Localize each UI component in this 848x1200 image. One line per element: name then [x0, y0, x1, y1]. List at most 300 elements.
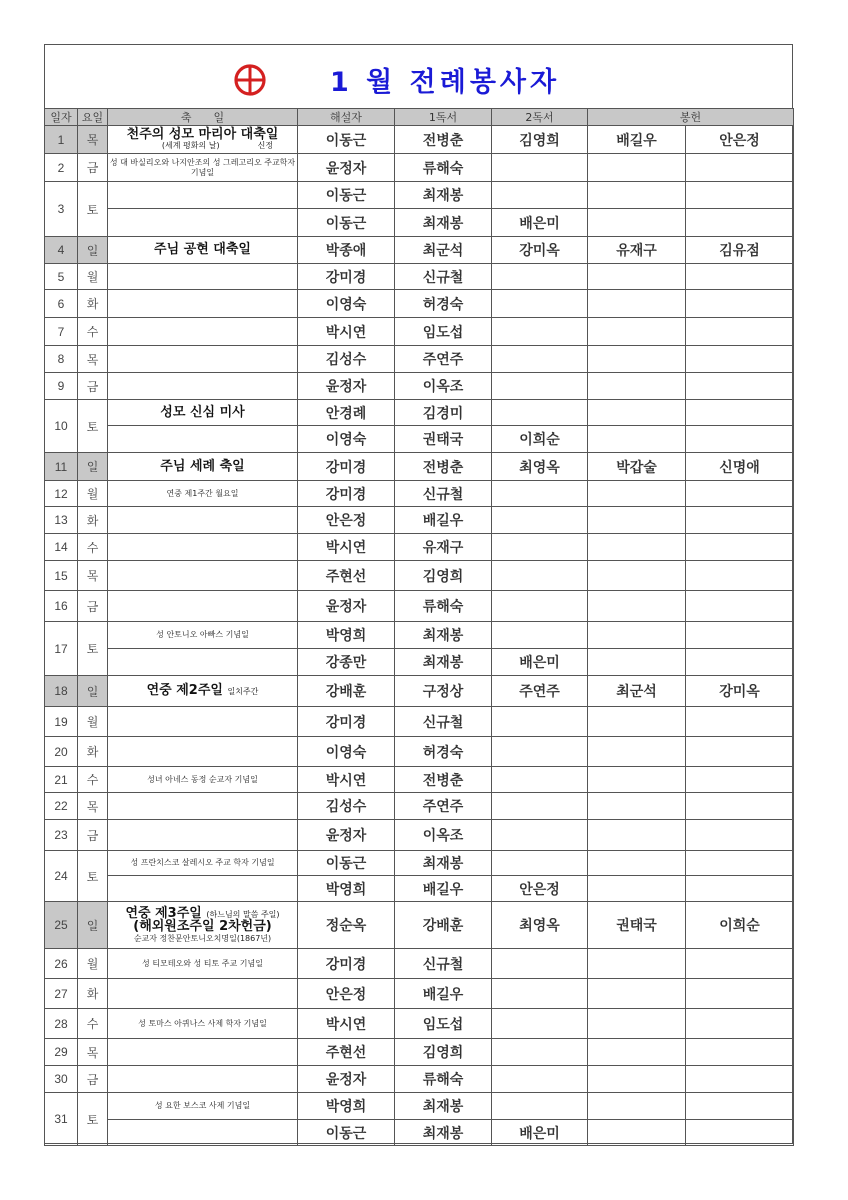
day-cell: 3 [45, 182, 78, 237]
feast-note: 성 토마스 아퀴나스 사제 학자 기념일 [138, 1018, 267, 1028]
table-row [45, 507, 794, 534]
reader2-cell: 배은미 [492, 1120, 588, 1146]
offertory1-cell [588, 767, 686, 793]
feast-cell [108, 767, 298, 793]
reader1-cell: 임도섭 [395, 1009, 492, 1039]
day-cell: 19 [45, 707, 78, 737]
commentator-cell: 윤정자 [298, 591, 395, 622]
weekday-cell: 금 [78, 591, 108, 622]
feast-cell [108, 209, 298, 237]
reader1-cell: 전병춘 [395, 453, 492, 481]
table-row [45, 622, 794, 649]
header-row [45, 109, 794, 126]
feast-cell [108, 1093, 298, 1120]
commentator-cell: 이동근 [298, 126, 395, 154]
feast-cell [108, 707, 298, 737]
feast-cell [108, 737, 298, 767]
weekday-cell: 목 [78, 793, 108, 820]
commentator-cell: 강배훈 [298, 676, 395, 707]
offertory1-cell [588, 876, 686, 902]
day-cell: 7 [45, 318, 78, 346]
feast-subtitle: (하느님의 말씀 주일) [206, 909, 280, 919]
col-feast: 축 일 [108, 109, 298, 126]
offertory2-cell: 강미옥 [686, 676, 794, 707]
feast-note: 성 안토니오 아빠스 기념일 [156, 630, 249, 640]
weekday-cell: 수 [78, 318, 108, 346]
commentator-cell: 박영희 [298, 876, 395, 902]
reader2-cell [492, 318, 588, 346]
weekday-cell: 화 [78, 737, 108, 767]
day-cell: 8 [45, 346, 78, 373]
offertory1-cell [588, 1066, 686, 1093]
reader2-cell [492, 561, 588, 591]
feast-memorial: 순교자 정찬문안토니오치명일(1867년) [133, 934, 272, 944]
reader1-cell: 배길우 [395, 979, 492, 1009]
feast-cell [108, 154, 298, 182]
reader1-cell: 전병춘 [395, 767, 492, 793]
commentator-cell: 강미경 [298, 453, 395, 481]
day-cell: 18 [45, 676, 78, 707]
reader1-cell: 주연주 [395, 793, 492, 820]
reader2-cell [492, 767, 588, 793]
offertory1-cell: 박갑술 [588, 453, 686, 481]
offertory1-cell [588, 737, 686, 767]
feast-cell [108, 237, 298, 264]
offertory1-cell [588, 209, 686, 237]
feast-cell [108, 1039, 298, 1066]
day-cell: 21 [45, 767, 78, 793]
offertory2-cell [686, 209, 794, 237]
day-cell: 13 [45, 507, 78, 534]
weekday-cell: 일 [78, 453, 108, 481]
weekday-cell: 일 [78, 676, 108, 707]
commentator-cell: 강미경 [298, 481, 395, 507]
schedule-table [44, 108, 794, 1146]
reader2-cell [492, 1093, 588, 1120]
table-row [45, 209, 794, 237]
table-row [45, 851, 794, 876]
offertory2-cell [686, 793, 794, 820]
day-cell: 26 [45, 949, 78, 979]
feast-cell [108, 534, 298, 561]
offertory1-cell [588, 400, 686, 426]
commentator-cell: 이동근 [298, 1120, 395, 1146]
reader1-cell: 최군석 [395, 237, 492, 264]
day-cell: 29 [45, 1039, 78, 1066]
weekday-cell: 일 [78, 237, 108, 264]
reader1-cell: 최재봉 [395, 1120, 492, 1146]
day-cell: 14 [45, 534, 78, 561]
weekday-cell: 금 [78, 373, 108, 400]
feast-cell [108, 591, 298, 622]
reader1-cell: 류해숙 [395, 1066, 492, 1093]
commentator-cell: 정순옥 [298, 902, 395, 949]
reader2-cell [492, 622, 588, 649]
offertory2-cell [686, 481, 794, 507]
reader1-cell: 신규철 [395, 264, 492, 290]
reader1-cell: 최재봉 [395, 622, 492, 649]
offertory2-cell [686, 949, 794, 979]
table-row [45, 1009, 794, 1039]
reader2-cell: 김영희 [492, 126, 588, 154]
offertory2-cell [686, 1066, 794, 1093]
reader1-cell: 최재봉 [395, 209, 492, 237]
reader2-cell: 배은미 [492, 209, 588, 237]
reader1-cell: 배길우 [395, 876, 492, 902]
offertory1-cell [588, 182, 686, 209]
feast-title: 주님 세례 축일 [160, 458, 245, 474]
table-row [45, 346, 794, 373]
feast-note: 성 대 바실리오와 나지안조의 성 그레고리오 주교학자 기념일 [109, 158, 296, 177]
reader2-cell [492, 793, 588, 820]
reader2-cell [492, 820, 588, 851]
commentator-cell: 윤정자 [298, 373, 395, 400]
day-cell: 30 [45, 1066, 78, 1093]
reader2-cell [492, 949, 588, 979]
offertory2-cell [686, 876, 794, 902]
reader1-cell: 전병춘 [395, 126, 492, 154]
offertory2-cell [686, 426, 794, 453]
weekday-cell: 토 [78, 622, 108, 676]
offertory1-cell [588, 793, 686, 820]
commentator-cell: 박시연 [298, 318, 395, 346]
offertory1-cell: 권태국 [588, 902, 686, 949]
offertory2-cell [686, 1009, 794, 1039]
feast-cell [108, 400, 298, 426]
reader2-cell: 이희순 [492, 426, 588, 453]
feast-holiday: 신정 [257, 141, 274, 151]
weekday-cell: 화 [78, 290, 108, 318]
offertory2-cell [686, 1039, 794, 1066]
table-row [45, 737, 794, 767]
reader2-cell [492, 1066, 588, 1093]
offertory1-cell [588, 820, 686, 851]
offertory2-cell [686, 737, 794, 767]
offertory1-cell: 배길우 [588, 126, 686, 154]
schedule-body [45, 126, 794, 1146]
table-row [45, 561, 794, 591]
feast-cell [108, 264, 298, 290]
feast-cell [108, 876, 298, 902]
table-row [45, 426, 794, 453]
reader2-cell [492, 1009, 588, 1039]
reader2-cell: 최영옥 [492, 902, 588, 949]
day-cell: 2 [45, 154, 78, 182]
reader1-cell: 이옥조 [395, 820, 492, 851]
weekday-cell: 목 [78, 346, 108, 373]
reader1-cell: 허경숙 [395, 737, 492, 767]
weekday-cell: 토 [78, 1093, 108, 1146]
reader2-cell [492, 507, 588, 534]
reader2-cell [492, 707, 588, 737]
table-row [45, 979, 794, 1009]
table-row [45, 820, 794, 851]
offertory2-cell [686, 622, 794, 649]
reader1-cell: 구정상 [395, 676, 492, 707]
day-cell: 23 [45, 820, 78, 851]
weekday-cell: 월 [78, 264, 108, 290]
offertory1-cell [588, 851, 686, 876]
day-cell: 15 [45, 561, 78, 591]
table-row [45, 676, 794, 707]
feast-cell [108, 1120, 298, 1146]
reader1-cell: 최재봉 [395, 1093, 492, 1120]
offertory2-cell: 이희순 [686, 902, 794, 949]
table-row [45, 534, 794, 561]
table-row [45, 400, 794, 426]
offertory1-cell [588, 481, 686, 507]
day-cell: 25 [45, 902, 78, 949]
feast-cell [108, 182, 298, 209]
weekday-cell: 목 [78, 1039, 108, 1066]
feast-title: 연중 제2주일 [146, 683, 223, 699]
day-cell: 11 [45, 453, 78, 481]
offertory1-cell [588, 318, 686, 346]
reader2-cell: 주연주 [492, 676, 588, 707]
day-cell: 24 [45, 851, 78, 902]
commentator-cell: 강미경 [298, 707, 395, 737]
feast-collection: (해외원조주일 2차헌금) [133, 919, 272, 935]
commentator-cell: 안은정 [298, 979, 395, 1009]
offertory1-cell [588, 1039, 686, 1066]
reader2-cell [492, 481, 588, 507]
offertory1-cell [588, 622, 686, 649]
reader2-cell [492, 979, 588, 1009]
table-row [45, 264, 794, 290]
commentator-cell: 이동근 [298, 182, 395, 209]
offertory1-cell [588, 534, 686, 561]
reader2-cell [492, 346, 588, 373]
day-cell: 16 [45, 591, 78, 622]
table-row [45, 182, 794, 209]
offertory2-cell [686, 820, 794, 851]
table-row [45, 591, 794, 622]
feast-cell [108, 561, 298, 591]
reader2-cell: 최영옥 [492, 453, 588, 481]
offertory2-cell [686, 182, 794, 209]
reader1-cell: 이옥조 [395, 373, 492, 400]
reader2-cell: 안은정 [492, 876, 588, 902]
offertory2-cell [686, 707, 794, 737]
reader1-cell: 신규철 [395, 481, 492, 507]
offertory1-cell [588, 1120, 686, 1146]
feast-cell [108, 979, 298, 1009]
offertory1-cell [588, 561, 686, 591]
offertory2-cell [686, 561, 794, 591]
offertory2-cell: 신명애 [686, 453, 794, 481]
feast-cell [108, 507, 298, 534]
col-weekday: 요일 [78, 109, 108, 126]
reader1-cell: 김경미 [395, 400, 492, 426]
feast-cell [108, 1066, 298, 1093]
offertory1-cell: 유재구 [588, 237, 686, 264]
weekday-cell: 목 [78, 126, 108, 154]
offertory1-cell: 최군석 [588, 676, 686, 707]
commentator-cell: 박영희 [298, 622, 395, 649]
feast-note: 성녀 아네스 동정 순교자 기념일 [147, 774, 258, 784]
feast-subline [108, 142, 297, 150]
feast-title: 성모 신심 미사 [160, 404, 245, 420]
table-row [45, 373, 794, 400]
offertory2-cell [686, 264, 794, 290]
reader2-cell [492, 154, 588, 182]
commentator-cell: 강종만 [298, 649, 395, 676]
commentator-cell: 주현선 [298, 1039, 395, 1066]
reader2-cell [492, 1039, 588, 1066]
offertory2-cell [686, 507, 794, 534]
reader1-cell: 최재봉 [395, 851, 492, 876]
reader1-cell: 허경숙 [395, 290, 492, 318]
feast-note: 성 요한 보스코 사제 기념일 [154, 1101, 251, 1111]
offertory2-cell [686, 591, 794, 622]
reader1-cell: 임도섭 [395, 318, 492, 346]
weekday-cell: 수 [78, 767, 108, 793]
table-row [45, 1066, 794, 1093]
commentator-cell: 주현선 [298, 561, 395, 591]
day-cell: 12 [45, 481, 78, 507]
feast-cell [108, 949, 298, 979]
offertory2-cell [686, 767, 794, 793]
weekday-cell: 일 [78, 902, 108, 949]
offertory2-cell [686, 318, 794, 346]
reader2-cell [492, 290, 588, 318]
weekday-cell: 금 [78, 1066, 108, 1093]
offertory1-cell [588, 979, 686, 1009]
reader2-cell [492, 534, 588, 561]
page-title: 1 월 전례봉사자 [330, 67, 561, 98]
table-row [45, 481, 794, 507]
table-row [45, 767, 794, 793]
commentator-cell: 이동근 [298, 209, 395, 237]
offertory1-cell [588, 1009, 686, 1039]
offertory1-cell [588, 507, 686, 534]
offertory1-cell [588, 426, 686, 453]
table-row [45, 902, 794, 949]
col-day: 일자 [45, 109, 78, 126]
reader1-cell: 김영희 [395, 561, 492, 591]
day-cell: 27 [45, 979, 78, 1009]
feast-title: 연중 제3주일 [125, 905, 202, 921]
feast-cell [108, 622, 298, 649]
offertory2-cell [686, 290, 794, 318]
offertory2-cell [686, 346, 794, 373]
feast-cell [108, 902, 298, 949]
day-cell: 5 [45, 264, 78, 290]
reader1-cell: 김영희 [395, 1039, 492, 1066]
weekday-cell: 화 [78, 979, 108, 1009]
offertory1-cell [588, 707, 686, 737]
reader2-cell [492, 373, 588, 400]
weekday-cell: 수 [78, 1009, 108, 1039]
weekday-cell: 월 [78, 481, 108, 507]
weekday-cell: 금 [78, 154, 108, 182]
reader1-cell: 주연주 [395, 346, 492, 373]
table-row [45, 318, 794, 346]
commentator-cell: 박시연 [298, 534, 395, 561]
commentator-cell: 박시연 [298, 767, 395, 793]
commentator-cell: 박시연 [298, 1009, 395, 1039]
commentator-cell: 윤정자 [298, 1066, 395, 1093]
day-cell: 28 [45, 1009, 78, 1039]
day-cell: 22 [45, 793, 78, 820]
weekday-cell: 토 [78, 400, 108, 453]
feast-cell [108, 793, 298, 820]
commentator-cell: 박종애 [298, 237, 395, 264]
weekday-cell: 토 [78, 851, 108, 902]
day-cell: 17 [45, 622, 78, 676]
reader1-cell: 류해숙 [395, 591, 492, 622]
weekday-cell: 목 [78, 561, 108, 591]
feast-cell [108, 676, 298, 707]
col-commentator: 해설자 [298, 109, 395, 126]
weekday-cell: 수 [78, 534, 108, 561]
feast-cell [108, 453, 298, 481]
day-cell: 4 [45, 237, 78, 264]
feast-note: 연중 제1주간 월요일 [166, 488, 239, 498]
offertory2-cell [686, 373, 794, 400]
day-cell: 10 [45, 400, 78, 453]
feast-cell [108, 851, 298, 876]
day-cell: 20 [45, 737, 78, 767]
reader1-cell: 최재봉 [395, 649, 492, 676]
offertory1-cell [588, 1093, 686, 1120]
offertory2-cell [686, 1120, 794, 1146]
reader2-cell [492, 591, 588, 622]
feast-cell [108, 426, 298, 453]
commentator-cell: 윤정자 [298, 820, 395, 851]
commentator-cell: 김성수 [298, 793, 395, 820]
feast-cell [108, 290, 298, 318]
reader1-cell: 신규철 [395, 707, 492, 737]
offertory1-cell [588, 591, 686, 622]
feast-cell [108, 126, 298, 154]
feast-cell [108, 820, 298, 851]
day-cell: 1 [45, 126, 78, 154]
feast-cell [108, 346, 298, 373]
feast-cell [108, 318, 298, 346]
reader1-cell: 류해숙 [395, 154, 492, 182]
col-reader1: 1독서 [395, 109, 492, 126]
offertory2-cell [686, 979, 794, 1009]
reader1-cell: 배길우 [395, 507, 492, 534]
feast-cell [108, 649, 298, 676]
reader2-cell [492, 182, 588, 209]
offertory1-cell [588, 949, 686, 979]
commentator-cell: 이동근 [298, 851, 395, 876]
offertory1-cell [588, 649, 686, 676]
reader1-cell: 강배훈 [395, 902, 492, 949]
offertory2-cell: 김유점 [686, 237, 794, 264]
table-row [45, 707, 794, 737]
feast-subtitle: 일치주간 [227, 687, 259, 697]
weekday-cell: 금 [78, 820, 108, 851]
table-row [45, 237, 794, 264]
offertory1-cell [588, 373, 686, 400]
reader2-cell [492, 851, 588, 876]
table-row [45, 949, 794, 979]
table-row [45, 1120, 794, 1146]
col-offertory: 봉헌 [588, 109, 794, 126]
offertory2-cell [686, 851, 794, 876]
offertory1-cell [588, 264, 686, 290]
cross-circle-icon [232, 62, 268, 98]
commentator-cell: 안은정 [298, 507, 395, 534]
feast-cell [108, 481, 298, 507]
offertory2-cell: 안은정 [686, 126, 794, 154]
offertory1-cell [588, 346, 686, 373]
offertory1-cell [588, 290, 686, 318]
reader2-cell [492, 737, 588, 767]
